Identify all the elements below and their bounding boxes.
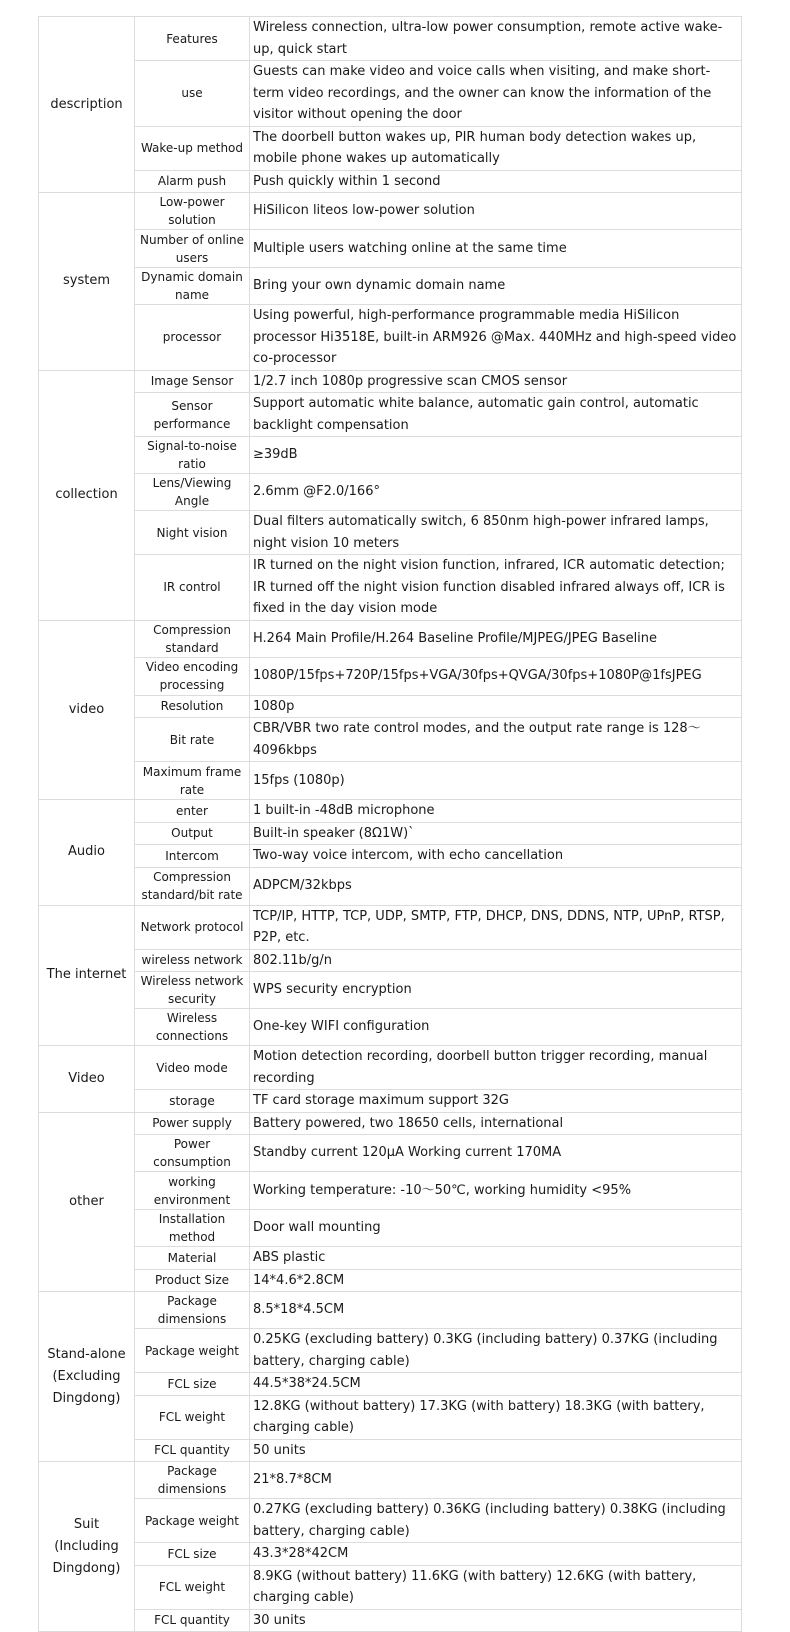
spec-label-cell: Night vision [135, 511, 250, 555]
table-row [39, 437, 742, 474]
group-name-cell: Stand-alone (Excluding Dingdong) [39, 1292, 135, 1462]
spec-value-cell: TF card storage maximum support 32G [250, 1090, 742, 1113]
spec-value-cell: Using powerful, high-performance programmable media HiSilicon processor Hi3518E, built-in ARM926 @Max. 440MHz and high-speed video co-processor [250, 305, 742, 371]
spec-value-cell: IR turned on the night vision function, infrared, ICR automatic detection; IR turned off the night vision function disabled infrared always off, ICR is fixed in the day vision mode [250, 555, 742, 621]
table-row [39, 1046, 742, 1090]
group-name-cell: Suit (Including Dingdong) [39, 1462, 135, 1632]
table-row [39, 1210, 742, 1247]
spec-label-cell: Compression standard [135, 620, 250, 657]
spec-label-cell: Package dimensions [135, 1292, 250, 1329]
table-row [39, 126, 742, 170]
spec-label-cell: Material [135, 1247, 250, 1270]
table-row [39, 620, 742, 657]
table-row [39, 867, 742, 905]
group-name-cell: video [39, 620, 135, 800]
spec-value-cell: 802.11b/g/n [250, 949, 742, 972]
spec-value-cell: 12.8KG (without battery) 17.3KG (with battery) 18.3KG (with battery, charging cable) [250, 1395, 742, 1439]
spec-label-cell: Video encoding processing [135, 657, 250, 695]
table-row [39, 1009, 742, 1046]
spec-value-cell: Standby current 120μA Working current 170MA [250, 1135, 742, 1172]
spec-value-cell: Wireless connection, ultra-low power consumption, remote active wake-up, quick start [250, 17, 742, 61]
spec-label-cell: FCL quantity [135, 1439, 250, 1462]
spec-value-cell: One-key WIFI configuration [250, 1009, 742, 1046]
spec-label-cell: wireless network [135, 949, 250, 972]
group-name-cell: other [39, 1112, 135, 1292]
spec-value-cell: 8.5*18*4.5CM [250, 1292, 742, 1329]
spec-label-cell: Lens/Viewing Angle [135, 474, 250, 511]
spec-table [38, 16, 742, 1632]
spec-label-cell: Wireless network security [135, 972, 250, 1009]
spec-label-cell: enter [135, 800, 250, 823]
table-row [39, 822, 742, 845]
table-row [39, 1543, 742, 1566]
spec-value-cell: Two-way voice intercom, with echo cancellation [250, 845, 742, 868]
spec-label-cell: Network protocol [135, 905, 250, 949]
group-name-cell: system [39, 193, 135, 371]
spec-label-cell: Output [135, 822, 250, 845]
spec-value-cell: 50 units [250, 1439, 742, 1462]
spec-value-cell: The doorbell button wakes up, PIR human body detection wakes up, mobile phone wakes up automatically [250, 126, 742, 170]
spec-value-cell: ABS plastic [250, 1247, 742, 1270]
spec-value-cell: 0.25KG (excluding battery) 0.3KG (including battery) 0.37KG (including battery, charging cable) [250, 1329, 742, 1373]
table-row [39, 1292, 742, 1329]
spec-label-cell: Wake-up method [135, 126, 250, 170]
spec-label-cell: Package dimensions [135, 1462, 250, 1499]
table-row [39, 845, 742, 868]
table-row [39, 393, 742, 437]
spec-value-cell: ≥39dB [250, 437, 742, 474]
table-row [39, 1565, 742, 1609]
group-name-cell: Video [39, 1046, 135, 1113]
table-row [39, 1395, 742, 1439]
spec-label-cell: Intercom [135, 845, 250, 868]
spec-value-cell: 1080P/15fps+720P/15fps+VGA/30fps+QVGA/30fps+1080P@1fsJPEG [250, 657, 742, 695]
spec-value-cell: 0.27KG (excluding battery) 0.36KG (including battery) 0.38KG (including battery, charging cable) [250, 1499, 742, 1543]
spec-value-cell: Support automatic white balance, automatic gain control, automatic backlight compensation [250, 393, 742, 437]
spec-label-cell: IR control [135, 555, 250, 621]
table-row [39, 370, 742, 393]
spec-label-cell: Power supply [135, 1112, 250, 1135]
spec-value-cell: ADPCM/32kbps [250, 867, 742, 905]
spec-label-cell: Alarm push [135, 170, 250, 193]
spec-value-cell: H.264 Main Profile/H.264 Baseline Profile/MJPEG/JPEG Baseline [250, 620, 742, 657]
table-row [39, 695, 742, 718]
spec-value-cell: Bring your own dynamic domain name [250, 268, 742, 305]
spec-value-cell: TCP/IP, HTTP, TCP, UDP, SMTP, FTP, DHCP, DNS, DDNS, NTP, UPnP, RTSP, P2P, etc. [250, 905, 742, 949]
table-row [39, 1373, 742, 1396]
spec-value-cell: Door wall mounting [250, 1210, 742, 1247]
spec-value-cell: 15fps (1080p) [250, 762, 742, 800]
spec-label-cell: FCL weight [135, 1565, 250, 1609]
spec-value-cell: Battery powered, two 18650 cells, international [250, 1112, 742, 1135]
spec-label-cell: Compression standard/bit rate [135, 867, 250, 905]
spec-label-cell: processor [135, 305, 250, 371]
table-row [39, 305, 742, 371]
spec-value-cell: Built-in speaker (8Ω1W)` [250, 822, 742, 845]
spec-label-cell: Installation method [135, 1210, 250, 1247]
spec-label-cell: Dynamic domain name [135, 268, 250, 305]
spec-value-cell: Dual filters automatically switch, 6 850nm high-power infrared lamps, night vision 10 meters [250, 511, 742, 555]
spec-value-cell: 1 built-in -48dB microphone [250, 800, 742, 823]
table-row [39, 170, 742, 193]
table-row [39, 1247, 742, 1270]
spec-value-cell: Multiple users watching online at the same time [250, 230, 742, 268]
table-row [39, 474, 742, 511]
table-row [39, 972, 742, 1009]
spec-value-cell: Guests can make video and voice calls when visiting, and make short-term video recordings, and the owner can know the information of the visitor without opening the door [250, 61, 742, 127]
group-name-cell: collection [39, 370, 135, 620]
spec-value-cell: CBR/VBR two rate control modes, and the output rate range is 128～4096kbps [250, 718, 742, 762]
spec-value-cell: 30 units [250, 1609, 742, 1632]
spec-label-cell: Maximum frame rate [135, 762, 250, 800]
table-row [39, 1439, 742, 1462]
spec-value-cell: Motion detection recording, doorbell button trigger recording, manual recording [250, 1046, 742, 1090]
spec-label-cell: Sensor performance [135, 393, 250, 437]
spec-label-cell: use [135, 61, 250, 127]
table-row [39, 1172, 742, 1210]
spec-value-cell: WPS security encryption [250, 972, 742, 1009]
table-row [39, 949, 742, 972]
table-row [39, 800, 742, 823]
spec-value-cell: 2.6mm @F2.0/166° [250, 474, 742, 511]
spec-label-cell: Low-power solution [135, 193, 250, 230]
table-row [39, 762, 742, 800]
spec-label-cell: FCL size [135, 1373, 250, 1396]
spec-label-cell: Number of online users [135, 230, 250, 268]
group-name-cell: description [39, 17, 135, 193]
table-row [39, 1499, 742, 1543]
spec-label-cell: Wireless connections [135, 1009, 250, 1046]
spec-value-cell: 14*4.6*2.8CM [250, 1269, 742, 1292]
table-row [39, 1609, 742, 1632]
table-row [39, 17, 742, 61]
table-row [39, 1090, 742, 1113]
spec-label-cell: storage [135, 1090, 250, 1113]
table-row [39, 193, 742, 230]
table-row [39, 268, 742, 305]
spec-value-cell: HiSilicon liteos low-power solution [250, 193, 742, 230]
spec-label-cell: FCL quantity [135, 1609, 250, 1632]
spec-label-cell: Signal-to-noise ratio [135, 437, 250, 474]
spec-label-cell: Bit rate [135, 718, 250, 762]
table-row [39, 1269, 742, 1292]
spec-value-cell: 1080p [250, 695, 742, 718]
spec-label-cell: FCL size [135, 1543, 250, 1566]
spec-label-cell: Image Sensor [135, 370, 250, 393]
spec-value-cell: Push quickly within 1 second [250, 170, 742, 193]
table-row [39, 718, 742, 762]
spec-value-cell: 44.5*38*24.5CM [250, 1373, 742, 1396]
spec-label-cell: Video mode [135, 1046, 250, 1090]
table-row [39, 511, 742, 555]
table-row [39, 1462, 742, 1499]
table-row [39, 230, 742, 268]
spec-value-cell: 1/2.7 inch 1080p progressive scan CMOS sensor [250, 370, 742, 393]
spec-label-cell: working environment [135, 1172, 250, 1210]
table-row [39, 555, 742, 621]
table-row [39, 657, 742, 695]
table-row [39, 1329, 742, 1373]
spec-label-cell: Package weight [135, 1499, 250, 1543]
table-row [39, 905, 742, 949]
table-row [39, 1112, 742, 1135]
group-name-cell: The internet [39, 905, 135, 1046]
spec-label-cell: Product Size [135, 1269, 250, 1292]
spec-label-cell: Power consumption [135, 1135, 250, 1172]
spec-label-cell: Features [135, 17, 250, 61]
spec-value-cell: Working temperature: -10～50℃, working humidity <95% [250, 1172, 742, 1210]
spec-value-cell: 43.3*28*42CM [250, 1543, 742, 1566]
table-row [39, 1135, 742, 1172]
spec-value-cell: 8.9KG (without battery) 11.6KG (with battery) 12.6KG (with battery, charging cable) [250, 1565, 742, 1609]
table-row [39, 61, 742, 127]
spec-label-cell: Package weight [135, 1329, 250, 1373]
spec-table-body [39, 17, 742, 1632]
spec-label-cell: FCL weight [135, 1395, 250, 1439]
spec-label-cell: Resolution [135, 695, 250, 718]
spec-value-cell: 21*8.7*8CM [250, 1462, 742, 1499]
group-name-cell: Audio [39, 800, 135, 906]
